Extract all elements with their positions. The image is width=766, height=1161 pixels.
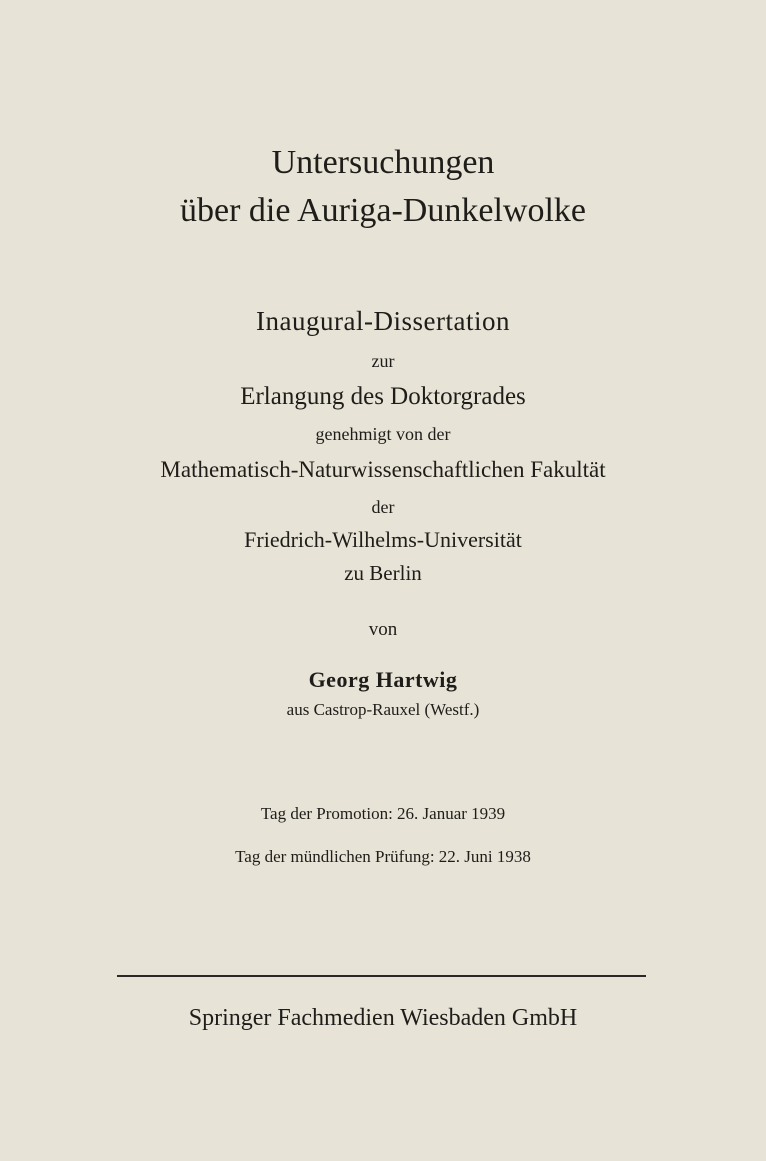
author-origin: aus Castrop-Rauxel (Westf.) (286, 700, 480, 719)
publisher: Springer Fachmedien Wiesbaden GmbH (188, 1005, 578, 1031)
author-von: von (368, 619, 398, 640)
thesis-faculty: Mathematisch-Naturwissenschaftlichen Fakultät (160, 457, 606, 482)
divider-rule (117, 975, 646, 977)
title-line-1: Untersuchungen (271, 144, 495, 181)
thesis-zur: zur (371, 351, 395, 371)
thesis-der: der (371, 497, 395, 517)
thesis-city: zu Berlin (344, 561, 422, 585)
title-line-2: über die Auriga-Dunkelwolke (180, 192, 586, 229)
exam-date: Tag der mündlichen Prüfung: 22. Juni 1938 (235, 847, 531, 866)
author-name: Georg Hartwig (308, 667, 458, 692)
promotion-date: Tag der Promotion: 26. Januar 1939 (260, 804, 506, 823)
thesis-purpose: Erlangung des Doktorgrades (240, 383, 526, 410)
thesis-approved: genehmigt von der (315, 424, 451, 444)
thesis-type: Inaugural-Dissertation (256, 306, 510, 336)
thesis-university: Friedrich-Wilhelms-Universität (244, 527, 522, 552)
